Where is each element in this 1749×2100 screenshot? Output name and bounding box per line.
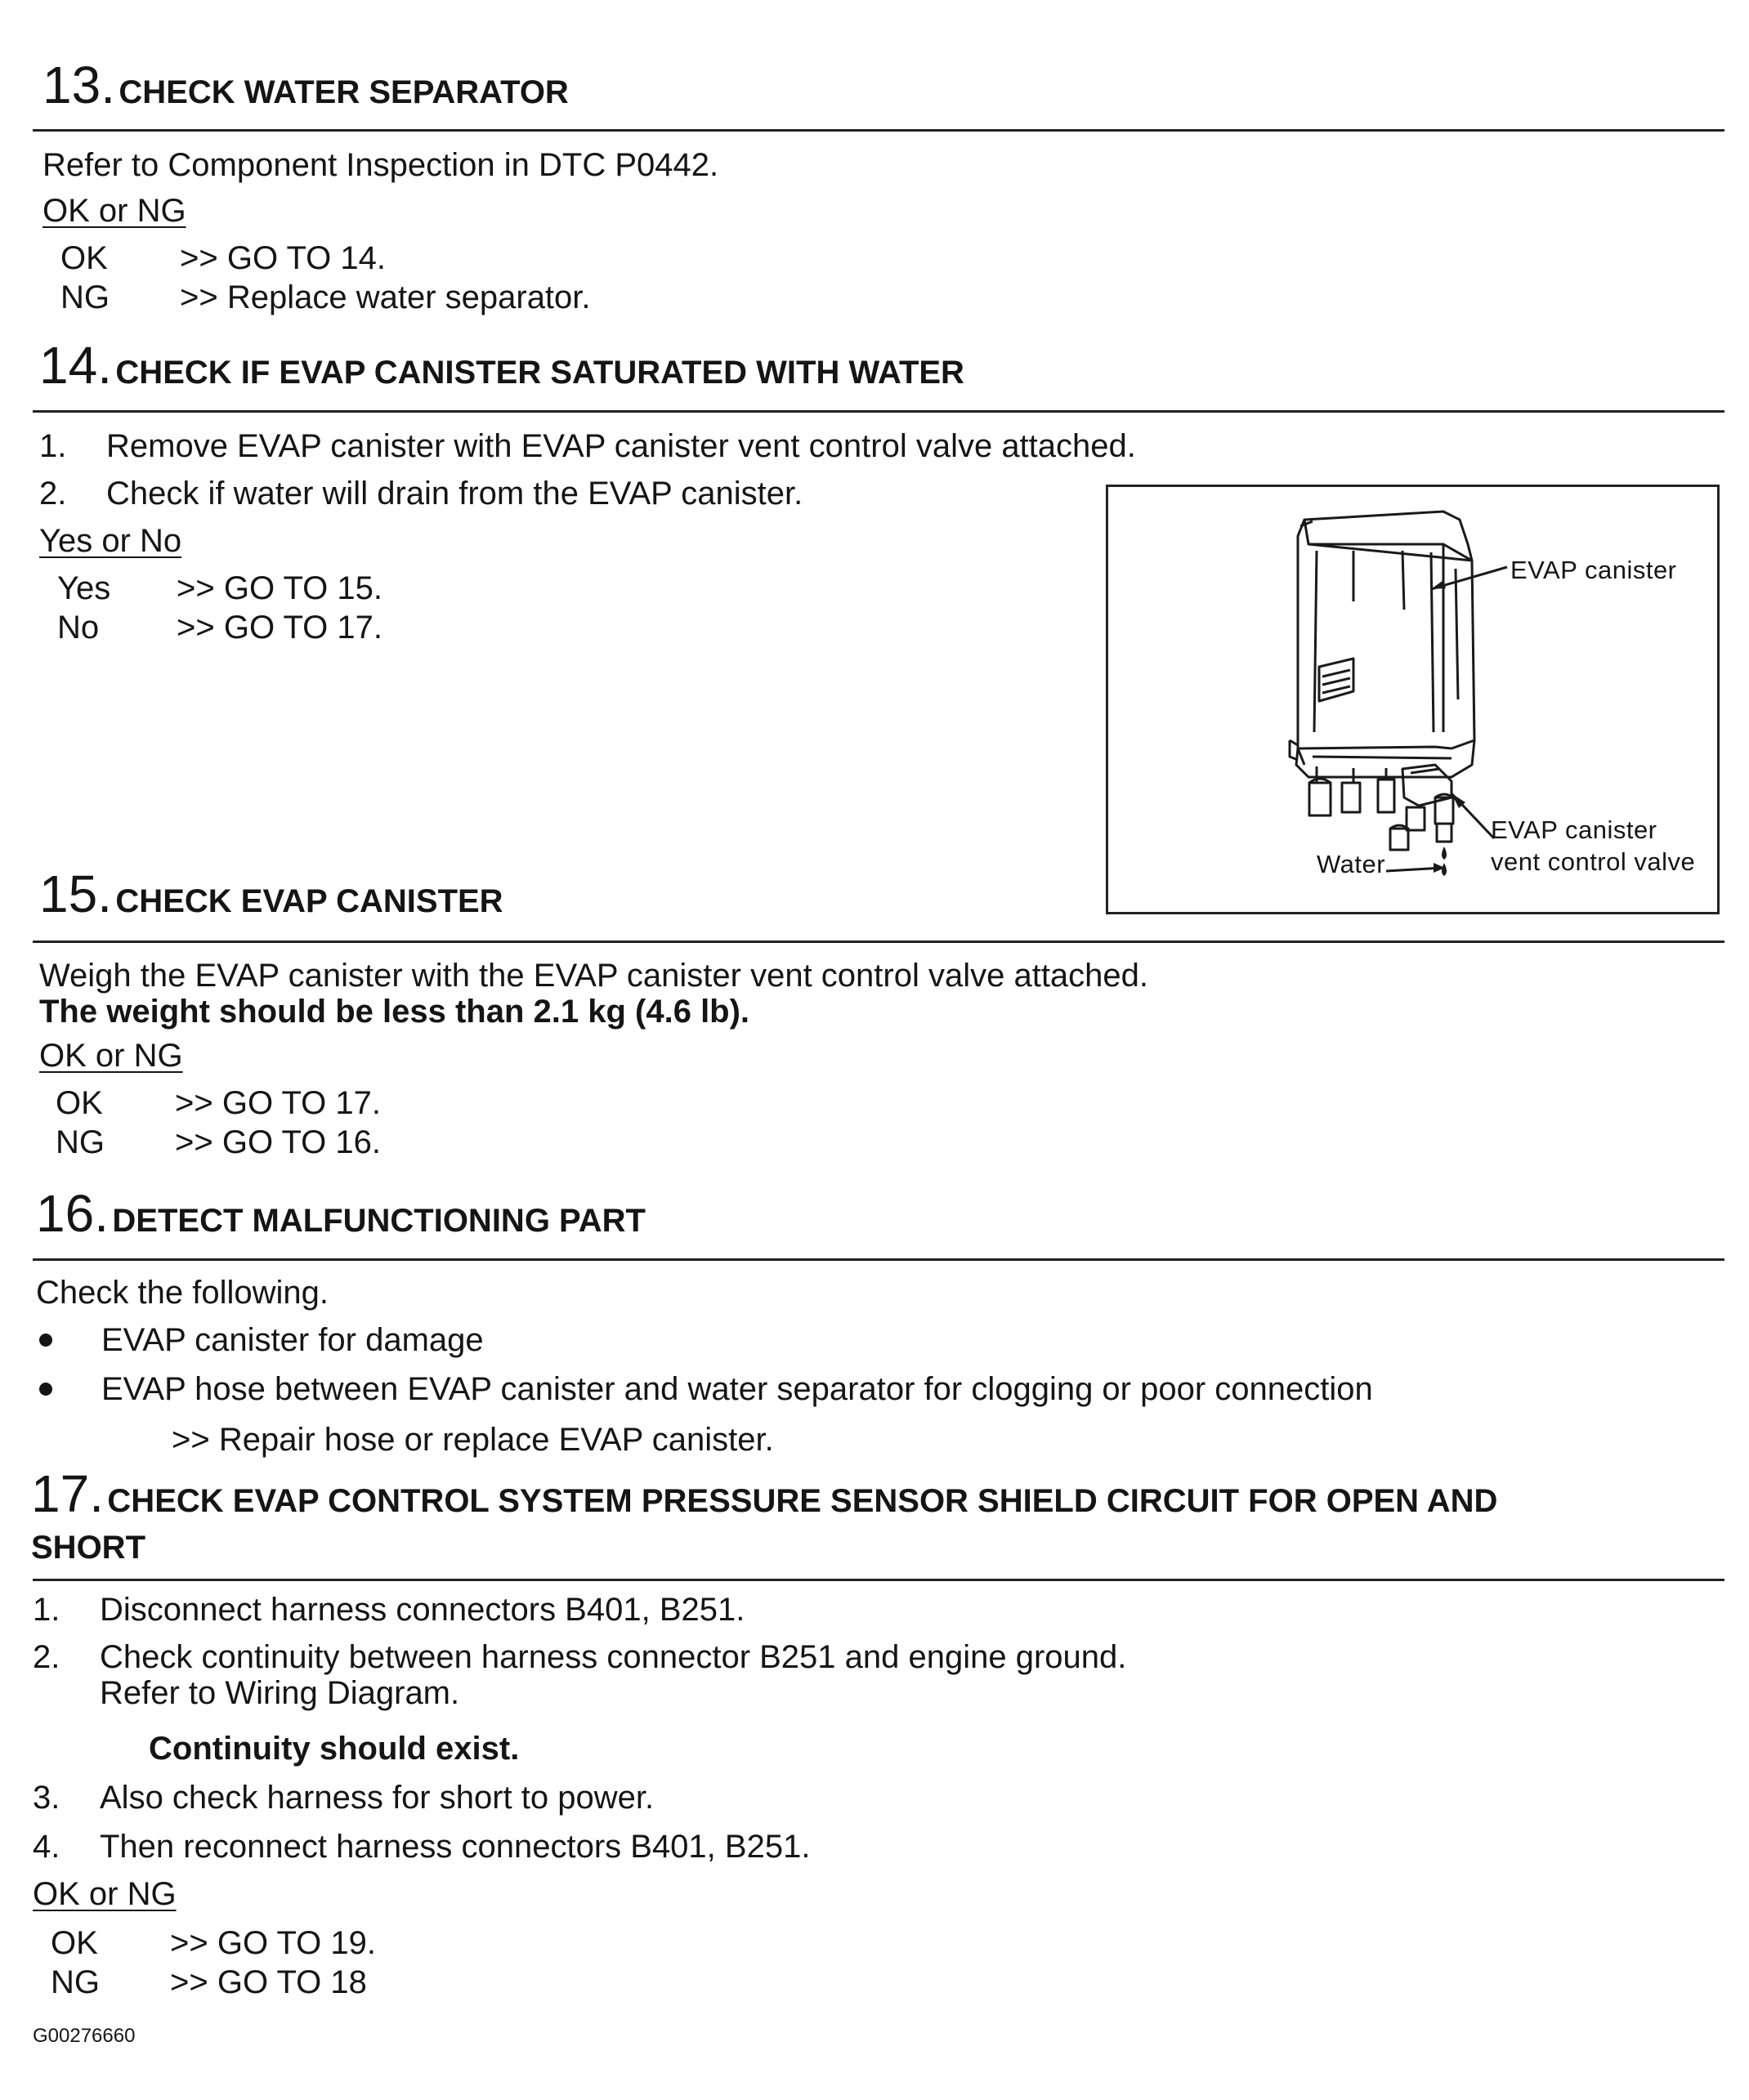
s17-step-3-num: 3. xyxy=(33,1780,60,1816)
s13-ok-result: >> GO TO 14. xyxy=(180,240,386,276)
s17-step-2-num: 2. xyxy=(33,1639,60,1675)
s17-ok-ng-label: OK or NG xyxy=(33,1876,177,1912)
s14-no-key: No xyxy=(57,610,100,646)
section-13-heading xyxy=(42,56,569,114)
s13-ok-ng-label: OK or NG xyxy=(42,193,186,229)
label-vent-valve-line-2: vent control valve xyxy=(1491,847,1696,876)
s15-ok-key: OK xyxy=(56,1085,103,1121)
section-16-title: DETECT MALFUNCTIONING PART xyxy=(112,1203,646,1239)
s17-step-2-line-2: Refer to Wiring Diagram. xyxy=(100,1675,460,1711)
section-17-heading xyxy=(31,1464,1715,1523)
s17-spec: Continuity should exist. xyxy=(149,1731,520,1767)
section-16-rule xyxy=(33,1258,1724,1261)
section-16-heading xyxy=(36,1184,646,1243)
section-14-title: CHECK IF EVAP CANISTER SATURATED WITH WATER xyxy=(115,355,964,391)
section-15-heading xyxy=(39,865,503,923)
label-vent-valve-line-1: EVAP canister xyxy=(1491,815,1657,844)
section-14-number: 14. xyxy=(39,336,112,395)
s15-ok-ng-label: OK or NG xyxy=(39,1038,183,1074)
section-15-title: CHECK EVAP CANISTER xyxy=(115,883,503,919)
section-13-number: 13. xyxy=(42,56,115,114)
s17-step-4: Then reconnect harness connectors B401, B251. xyxy=(100,1829,811,1865)
bullet-icon xyxy=(39,1383,52,1396)
s17-step-1: Disconnect harness connectors B401, B251. xyxy=(100,1592,745,1628)
s13-line: Refer to Component Inspection in DTC P0442. xyxy=(42,147,719,183)
s14-step-2: Check if water will drain from the EVAP canister. xyxy=(106,476,803,512)
section-17-number: 17. xyxy=(31,1464,104,1523)
s17-ok-result: >> GO TO 19. xyxy=(170,1925,376,1961)
s15-line-1: Weigh the EVAP canister with the EVAP canister vent control valve attached. xyxy=(39,958,1149,994)
section-17-title-line-2: SHORT xyxy=(31,1530,145,1566)
s15-ok-result: >> GO TO 17. xyxy=(175,1085,381,1121)
s16-bullet-2: EVAP hose between EVAP canister and water separator for clogging or poor connection xyxy=(101,1371,1373,1407)
footer-code: G00276660 xyxy=(33,2025,136,2047)
s14-no-result: >> GO TO 17. xyxy=(177,610,382,646)
s16-action: >> Repair hose or replace EVAP canister. xyxy=(172,1422,774,1458)
section-17-rule xyxy=(33,1579,1724,1581)
s13-ng-result: >> Replace water separator. xyxy=(180,279,591,315)
s17-ok-key: OK xyxy=(51,1925,98,1961)
section-14-rule xyxy=(33,410,1724,413)
s15-ng-key: NG xyxy=(56,1124,105,1160)
s16-line-1: Check the following. xyxy=(36,1275,329,1311)
s17-ng-result: >> GO TO 18 xyxy=(170,1964,367,2000)
s15-ng-result: >> GO TO 16. xyxy=(175,1124,381,1160)
bullet-icon xyxy=(39,1334,52,1347)
s17-step-2-line-1: Check continuity between harness connector B251 and engine ground. xyxy=(100,1639,1127,1675)
s16-bullet-1: EVAP canister for damage xyxy=(101,1322,484,1358)
s14-step-1: Remove EVAP canister with EVAP canister vent control valve attached. xyxy=(106,428,1136,464)
s14-yes-no-label: Yes or No xyxy=(39,523,182,559)
s15-spec: The weight should be less than 2.1 kg (4.6 lb). xyxy=(39,994,750,1030)
section-13-title: CHECK WATER SEPARATOR xyxy=(119,74,569,110)
s17-step-4-num: 4. xyxy=(33,1829,60,1865)
evap-canister-figure xyxy=(1106,485,1720,914)
section-13-rule xyxy=(33,129,1724,132)
s17-step-3: Also check harness for short to power. xyxy=(100,1780,655,1816)
section-15-number: 15. xyxy=(39,865,112,923)
s13-ok-key: OK xyxy=(60,240,108,276)
section-17-title-line-1: CHECK EVAP CONTROL SYSTEM PRESSURE SENSOR SHIELD CIRCUIT FOR OPEN AND xyxy=(107,1483,1498,1519)
s14-step-1-num: 1. xyxy=(39,428,67,464)
section-15-rule xyxy=(33,941,1724,943)
s14-yes-key: Yes xyxy=(57,570,111,606)
s17-step-1-num: 1. xyxy=(33,1592,60,1628)
label-evap-canister: EVAP canister xyxy=(1510,556,1677,584)
s13-ng-key: NG xyxy=(60,279,110,315)
section-14-heading xyxy=(39,336,964,395)
section-16-number: 16. xyxy=(36,1184,109,1243)
label-water: Water xyxy=(1317,850,1386,878)
s17-ng-key: NG xyxy=(51,1964,100,2000)
s14-step-2-num: 2. xyxy=(39,476,67,512)
s14-yes-result: >> GO TO 15. xyxy=(177,570,382,606)
